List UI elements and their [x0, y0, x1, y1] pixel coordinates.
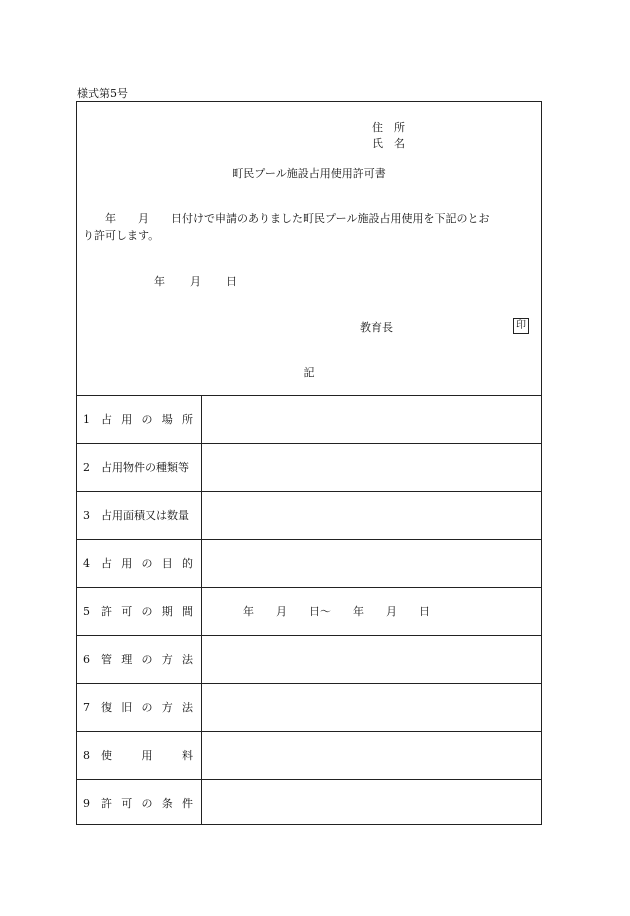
permit-statement-line-1: 年 月 日付けで申請のありました町民プール施設占用使用を下記のとお — [83, 212, 490, 225]
row-number: 9 — [83, 797, 90, 810]
table-row-value — [201, 540, 541, 588]
row-label-text: 管理の方法 — [101, 653, 193, 666]
table-row-label — [83, 444, 198, 492]
table-row-value — [201, 396, 541, 444]
row-number: 2 — [83, 461, 90, 474]
form-number: 様式第5号 — [77, 87, 128, 100]
row-label-text: 占用の場所 — [101, 413, 193, 426]
row-label-text: 占用面積又は数量 — [101, 509, 189, 522]
row-number: 8 — [83, 749, 90, 762]
row-number: 4 — [83, 557, 90, 570]
name-label: 氏 名 — [372, 137, 405, 150]
table-row-value — [201, 636, 541, 684]
row-number: 7 — [83, 701, 90, 714]
table-row-label — [83, 540, 198, 588]
table-row-label — [83, 684, 198, 732]
table-row-label — [83, 396, 198, 444]
table-row-value — [201, 492, 541, 540]
table-row-label — [83, 492, 198, 540]
table-row-value — [201, 444, 541, 492]
table-row-value — [201, 684, 541, 732]
table-row-value — [201, 780, 541, 828]
row-label-text: 許可の条件 — [101, 797, 193, 810]
row-label-text: 許可の期間 — [101, 605, 193, 618]
row-number: 1 — [83, 413, 90, 426]
row-number: 6 — [83, 653, 90, 666]
ki-heading: 記 — [303, 366, 315, 379]
date-month: 月 — [190, 275, 201, 288]
permit-statement-line-2: り許可します。 — [83, 229, 160, 242]
permit-period-value: 年 月 日～ 年 月 日 — [243, 605, 430, 618]
issuer-title: 教育長 — [360, 321, 393, 334]
permit-statement — [83, 210, 539, 244]
table-row-value — [201, 732, 541, 780]
row-label-text: 占用物件の種類等 — [101, 461, 189, 474]
row-label-text: 占用の目的 — [101, 557, 193, 570]
document-title: 町民プール施設占用使用許可書 — [232, 167, 386, 180]
table-row-label — [83, 588, 198, 636]
table-row-label — [83, 780, 198, 828]
date-day: 日 — [226, 275, 237, 288]
row-number: 3 — [83, 509, 90, 522]
row-number: 5 — [83, 605, 90, 618]
table-row-label — [83, 732, 198, 780]
date-year: 年 — [154, 275, 165, 288]
table-row-label — [83, 636, 198, 684]
row-label-text: 復旧の方法 — [101, 701, 193, 714]
seal-mark: 印 — [513, 318, 529, 334]
row-label-text: 使 用 料 — [101, 749, 193, 762]
address-label: 住 所 — [372, 121, 405, 134]
permit-form-frame — [76, 101, 542, 825]
